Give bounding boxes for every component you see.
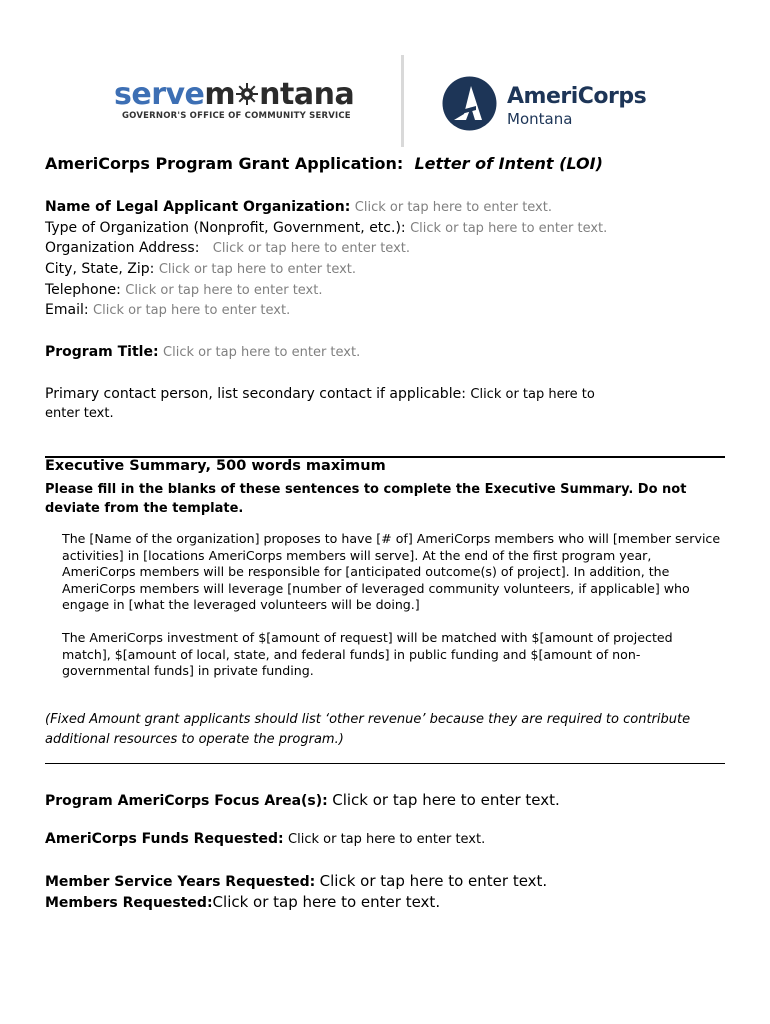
executive-summary-heading: Executive Summary, 500 words maximum <box>45 458 386 474</box>
email-field[interactable]: Click or tap here to enter text. <box>93 303 291 318</box>
americorps-state: Montana <box>507 110 573 128</box>
executive-summary-instructions: Please fill in the blanks of these sentences to complete the Executive Summary. Do not deviate from the template. <box>45 482 687 516</box>
city-row <box>45 261 356 277</box>
members-label: Members Requested: <box>45 895 213 911</box>
program-title-row <box>45 344 360 360</box>
telephone-label: Telephone: <box>45 282 121 298</box>
email-row <box>45 302 290 318</box>
funds-field[interactable]: Click or tap here to enter text. <box>288 832 486 847</box>
americorps-a-icon <box>442 76 497 131</box>
executive-summary-paragraph-1[interactable]: The [Name of the organization] proposes to have [# of] AmeriCorps members who will [member service activities] in [locations AmeriCorps members will serve]. At the end of the first program year, AmeriCorps members will be responsible for [anticipated outcome(s) of project]. In addition, the AmeriCorps members will leverage [number of leveraged community volunteers, if applicable] who engage in [what the leveraged volunteers will be doing.] <box>62 531 721 612</box>
executive-summary-paragraph-2[interactable]: The AmeriCorps investment of $[amount of request] will be matched with $[amount of projected match], $[amount of local, state, and federal funds] in public funding and $[amount of non-governmental funds] in private funding. <box>62 630 673 678</box>
title-italic: Letter of Intent (LOI) <box>414 154 603 173</box>
legal-org-row <box>45 199 552 215</box>
funds-label: AmeriCorps Funds Requested: <box>45 831 284 847</box>
org-type-label: Type of Organization (Nonprofit, Government, etc.): <box>45 220 406 236</box>
primary-contact-field[interactable]: Click or tap here to <box>470 387 595 402</box>
org-address-field[interactable]: Click or tap here to enter text. <box>212 241 410 256</box>
montana-word-start: m <box>204 77 236 112</box>
logo-divider <box>401 55 404 147</box>
serve-word: serve <box>114 77 205 112</box>
msy-label: Member Service Years Requested: <box>45 874 316 890</box>
focus-area-field[interactable]: Click or tap here to enter text. <box>332 791 560 809</box>
msy-row <box>45 872 547 890</box>
logo-banner <box>0 50 770 150</box>
fixed-amount-note: (Fixed Amount grant applicants should list ‘other revenue’ because they are required to contribute additional resources to operate the program.) <box>45 712 691 747</box>
funds-row <box>45 831 485 847</box>
primary-contact-field-cont[interactable]: enter text. <box>45 406 114 421</box>
focus-area-row <box>45 791 560 809</box>
americorps-name: AmeriCorps <box>507 84 647 109</box>
serve-montana-logo <box>114 78 374 122</box>
org-type-field[interactable]: Click or tap here to enter text. <box>410 221 608 236</box>
serve-montana-subtitle: GOVERNOR'S OFFICE OF COMMUNITY SERVICE <box>122 111 351 121</box>
montana-word-end: ntana <box>259 77 355 112</box>
email-label: Email: <box>45 302 89 318</box>
focus-area-label: Program AmeriCorps Focus Area(s): <box>45 793 328 809</box>
primary-contact-label: Primary contact person, list secondary contact if applicable: <box>45 386 466 402</box>
serve-montana-wordmark <box>114 78 354 112</box>
title-main: AmeriCorps Program Grant Application: <box>45 154 404 173</box>
org-address-label: Organization Address: <box>45 240 200 256</box>
city-field[interactable]: Click or tap here to enter text. <box>158 262 357 277</box>
americorps-montana-logo <box>442 76 652 136</box>
primary-contact-row <box>45 385 715 423</box>
program-title-field[interactable]: Click or tap here to enter text. <box>163 345 361 360</box>
legal-org-field[interactable]: Click or tap here to enter text. <box>354 200 552 215</box>
msy-field[interactable]: Click or tap here to enter text. <box>319 872 548 890</box>
org-address-row <box>45 240 410 256</box>
city-label: City, State, Zip: <box>45 261 155 277</box>
telephone-field[interactable]: Click or tap here to enter text. <box>125 283 323 298</box>
org-type-row <box>45 220 607 236</box>
members-row <box>45 893 440 911</box>
telephone-row <box>45 282 322 298</box>
sun-gear-icon <box>235 82 259 106</box>
section-divider-bottom <box>45 763 725 764</box>
page-title <box>45 154 603 173</box>
members-field[interactable]: Click or tap here to enter text. <box>212 893 441 911</box>
legal-org-label: Name of Legal Applicant Organization: <box>45 199 351 215</box>
program-title-label: Program Title: <box>45 344 159 360</box>
